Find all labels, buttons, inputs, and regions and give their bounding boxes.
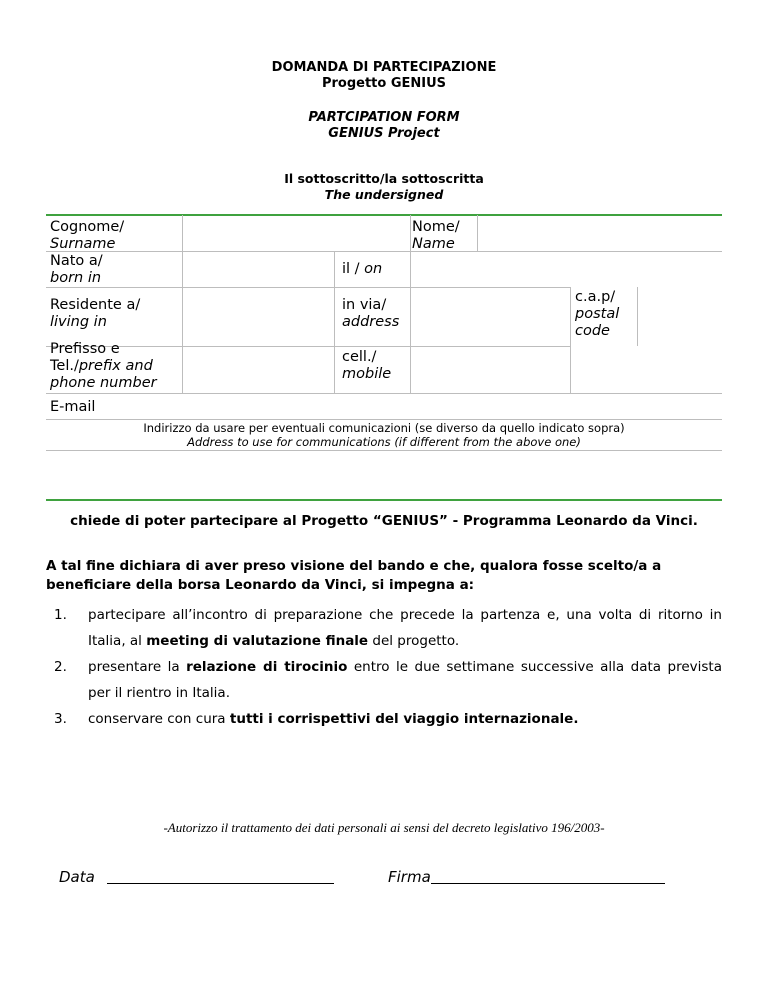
form-bottom-rule — [46, 499, 722, 501]
declaration-text: A tal fine dichiara di aver preso visione del bando e che, qualora fosse scelto/a a beneficiare della borsa Leonardo da Vinci, si impegna a: — [46, 558, 662, 593]
undersigned-it: Il sottoscritto/la sottoscritta — [284, 171, 484, 186]
column-divider — [334, 251, 335, 393]
birthdate-input[interactable] — [411, 252, 722, 287]
row-divider — [46, 450, 722, 451]
residence-input[interactable] — [183, 288, 333, 346]
list-item: 2. presentare la relazione di tirocinio entro le due settimane successive alla data prevista per il rientro in Italia. — [54, 659, 722, 701]
name-label: Nome/ Name — [412, 219, 460, 252]
subtitle-it: Progetto GENIUS — [321, 76, 447, 91]
participation-request: chiede di poter partecipare al Progetto “GENIUS” - Programma Leonardo da Vinci. — [70, 513, 698, 529]
birthplace-input[interactable] — [183, 252, 333, 287]
phone-input[interactable] — [183, 347, 333, 393]
postal-code-input[interactable] — [638, 288, 722, 346]
email-label: E-mail — [50, 399, 96, 415]
form-title-english — [0, 110, 768, 142]
form-title-italian — [0, 60, 768, 92]
name-input[interactable] — [478, 215, 722, 251]
list-item: 1. partecipare all’incontro di preparazione che precede la partenza e, una volta di ritorno in Italia, al meeting di valutazione finale del progetto. — [54, 607, 722, 649]
phone-label: Prefisso e Tel./prefix and phone number — [50, 341, 157, 391]
privacy-authorization: -Autorizzo il trattamento dei dati personali ai sensi del decreto legislativo 196/2003- — [163, 820, 605, 835]
row-divider — [46, 419, 722, 420]
surname-label: Cognome/ Surname — [50, 219, 125, 252]
date-label: Data — [59, 868, 95, 886]
undersigned-heading — [0, 171, 768, 203]
title-en: PARTCIPATION FORM — [308, 110, 460, 125]
commitments-list — [46, 602, 722, 732]
signature-label: Firma — [388, 868, 431, 886]
living-in-label: Residente a/ living in — [50, 297, 141, 330]
address-label: in via/ address — [342, 297, 400, 330]
signature-field[interactable] — [431, 883, 665, 884]
personal-data-form — [46, 215, 722, 451]
date-field[interactable] — [107, 883, 334, 884]
mobile-input[interactable] — [411, 347, 569, 393]
list-item: 3. conservare con cura tutti i corrispettivi del viaggio internazionale. — [54, 711, 579, 727]
address-input[interactable] — [411, 288, 569, 346]
undersigned-en: The undersigned — [324, 187, 444, 202]
comm-note-it: Indirizzo da usare per eventuali comunicazioni (se diverso da quello indicato sopra) — [143, 421, 625, 435]
surname-input[interactable] — [183, 215, 399, 251]
column-divider — [570, 287, 571, 393]
mobile-label: cell./ mobile — [342, 349, 392, 382]
comm-note-en: Address to use for communications (if different from the above one) — [187, 435, 581, 449]
postal-code-label: c.a.p/ postal code — [575, 289, 620, 339]
subtitle-en: GENIUS Project — [328, 126, 440, 141]
born-in-label: Nato a/ born in — [50, 253, 103, 286]
birth-date-label: il / on — [342, 261, 383, 277]
email-input[interactable] — [136, 394, 722, 419]
title-it: DOMANDA DI PARTECIPAZIONE — [271, 60, 497, 75]
